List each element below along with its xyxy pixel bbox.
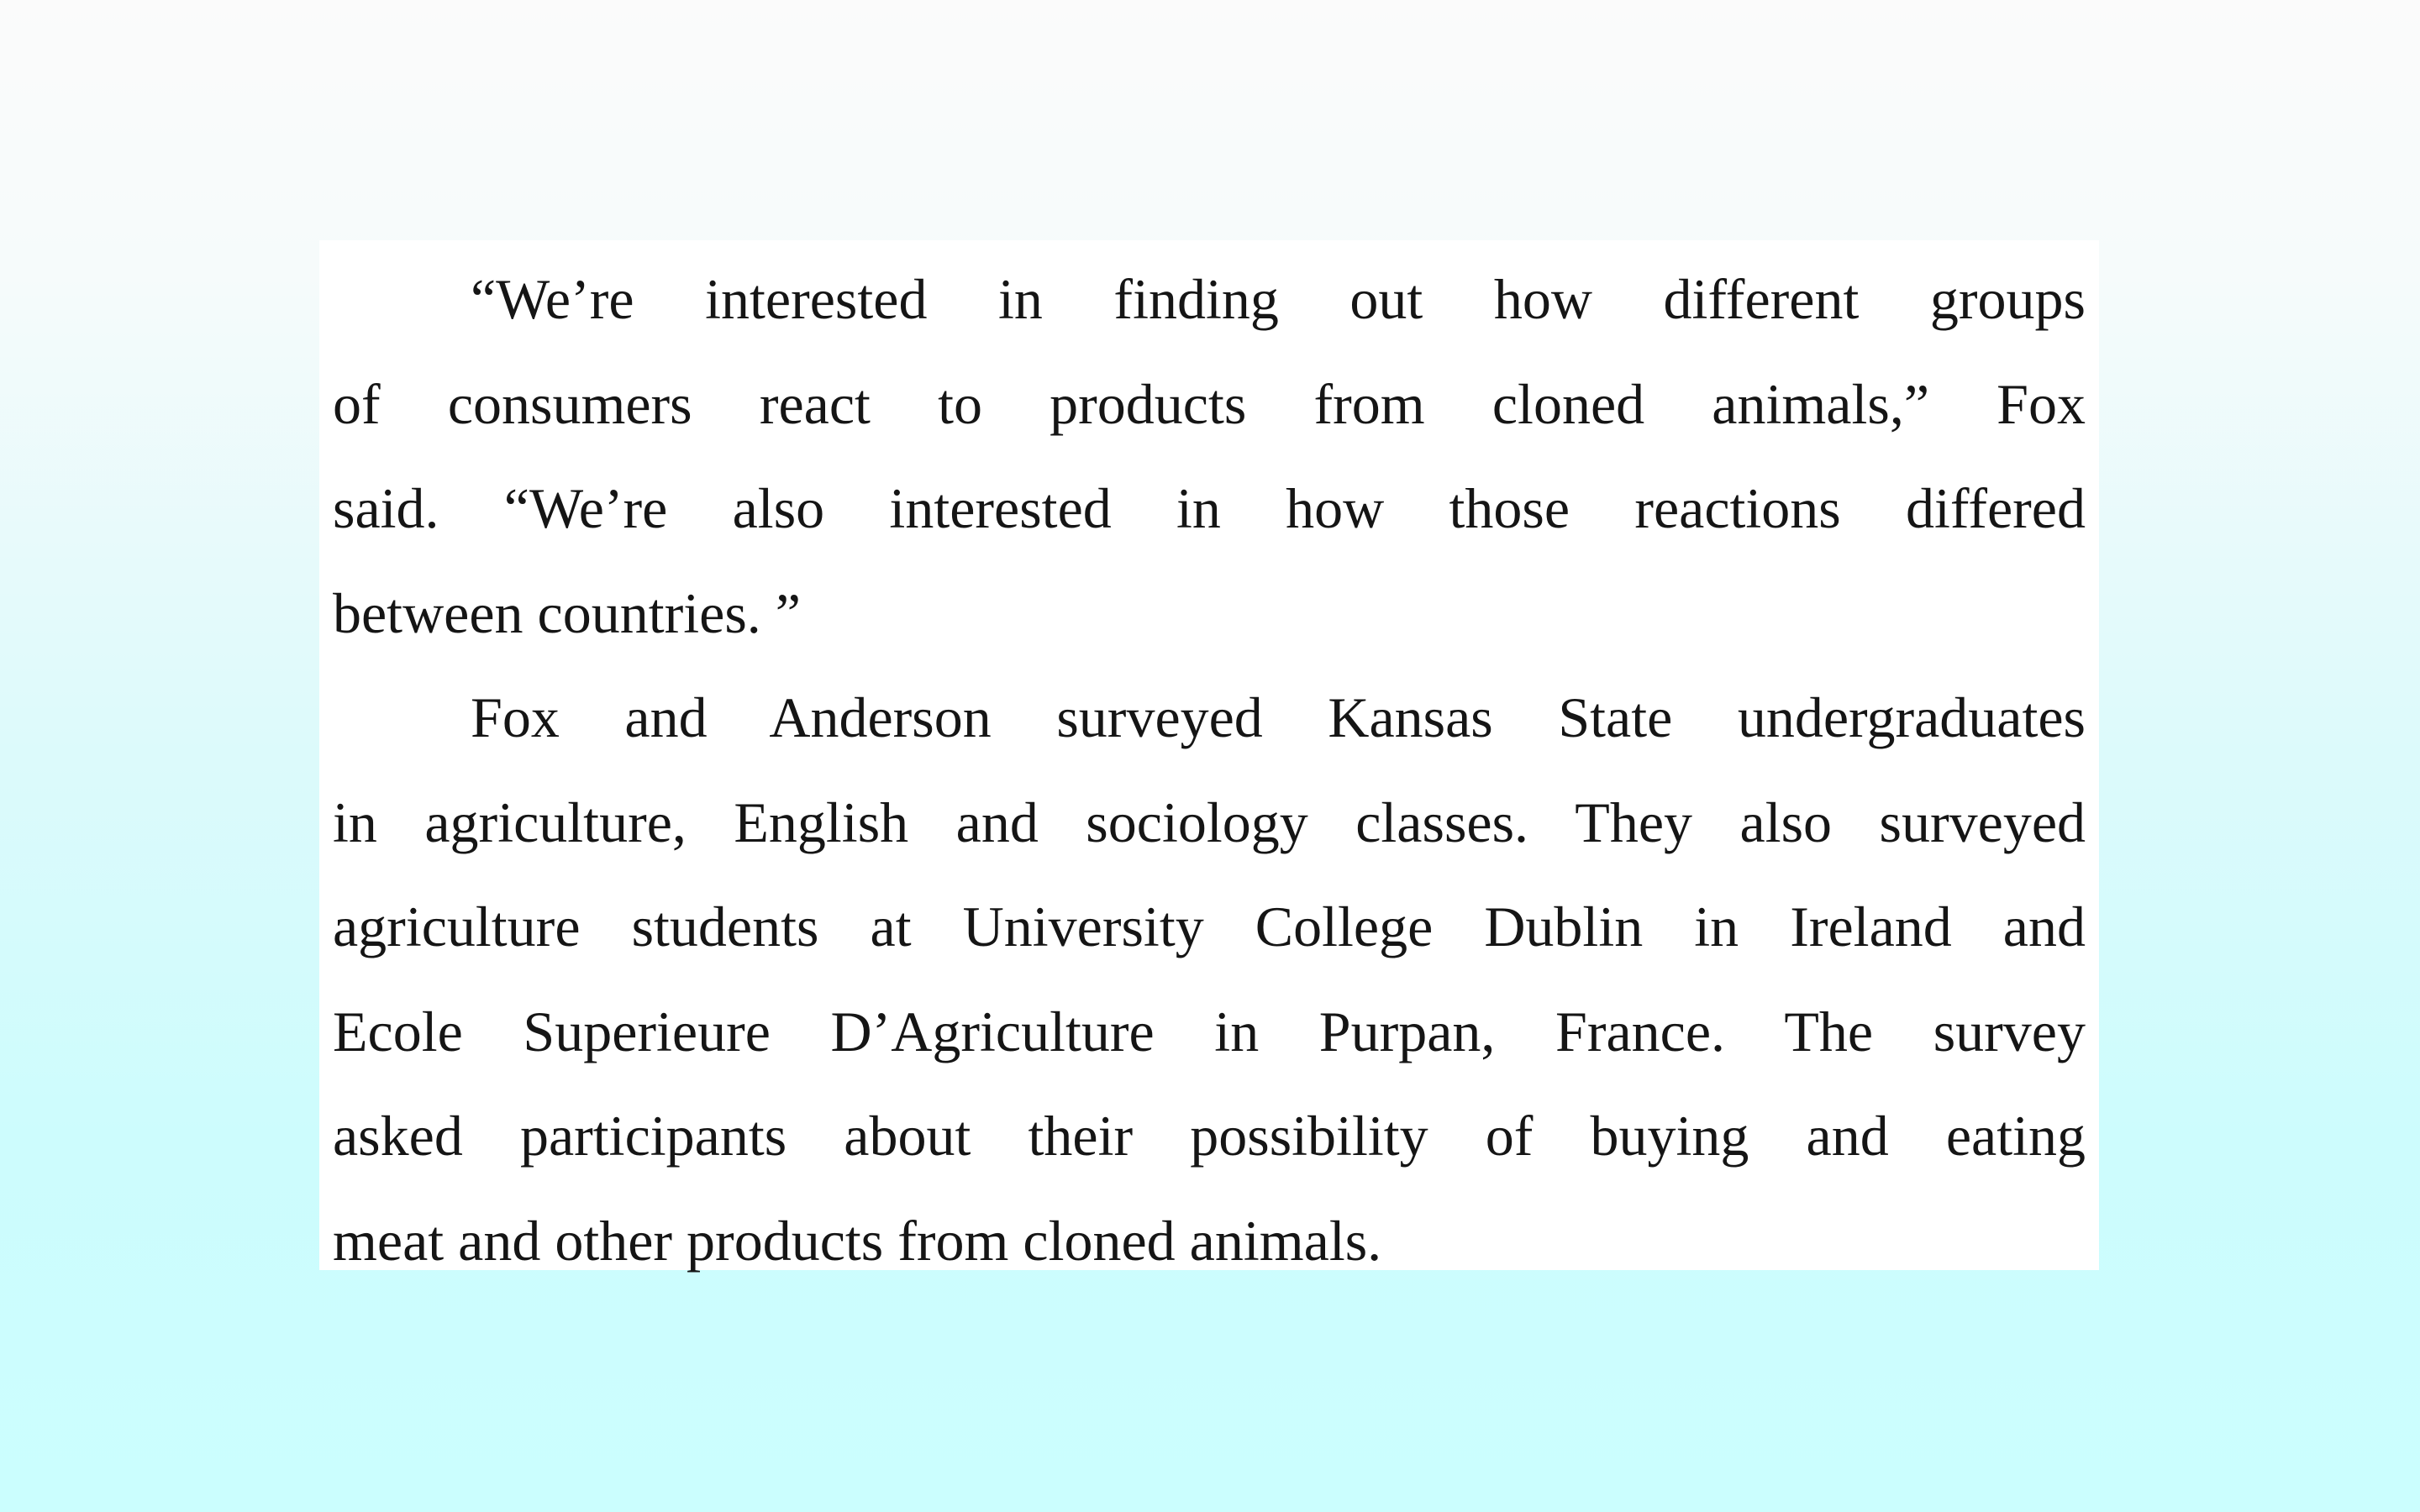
text-line: Fox and Anderson surveyed Kansas State undergraduates xyxy=(471,685,2086,749)
text-line: “We’re interested in finding out how different groups xyxy=(471,267,2086,331)
paragraph-1 xyxy=(333,247,2086,665)
text-line: agriculture students at University College Dublin in Ireland and xyxy=(333,895,2086,958)
text-line: said. “We’re also interested in how those reactions differed xyxy=(333,476,2086,540)
text-line: Ecole Superieure D’Agriculture in Purpan, France. The survey xyxy=(333,999,2086,1063)
text-line: between countries. ” xyxy=(333,580,801,645)
paragraph-2 xyxy=(333,665,2086,1293)
passage-panel xyxy=(319,240,2099,1273)
text-line: in agriculture, English and sociology classes. They also surveyed xyxy=(333,790,2086,854)
text-line: meat and other products from cloned animals. xyxy=(333,1208,1382,1273)
text-line: of consumers react to products from cloned animals,” Fox xyxy=(333,371,2086,436)
text-line: asked participants about their possibility of buying and eating xyxy=(333,1104,2086,1168)
